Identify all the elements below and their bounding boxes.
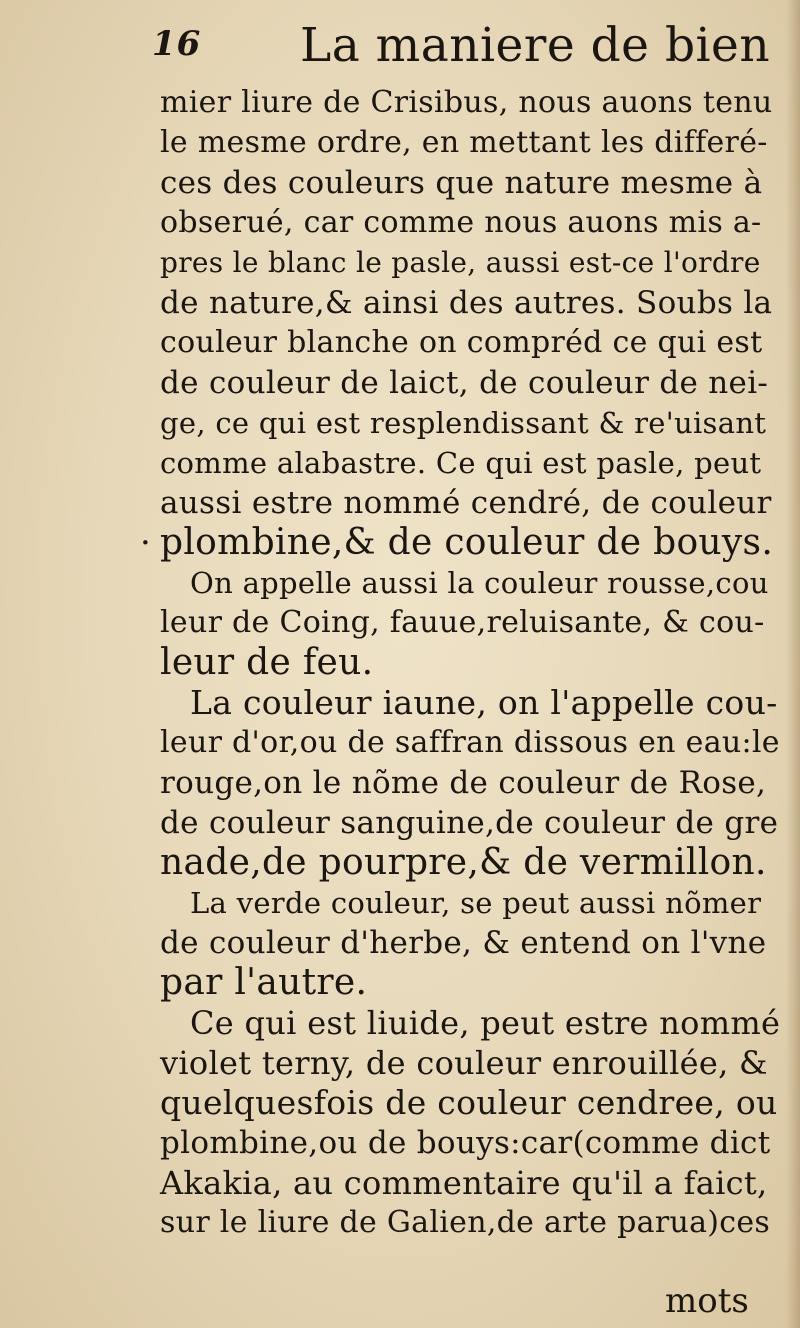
text-line: ces des couleurs que nature mesme à xyxy=(160,165,763,201)
catchword: mots xyxy=(665,1281,749,1321)
text-line: On appelle aussi la couleur rousse,cou xyxy=(190,566,769,600)
text-line: par l'autre. xyxy=(160,962,368,1003)
text-line: plombine,ou de bouys:car(comme dict xyxy=(160,1125,771,1161)
text-line: obserué, car comme nous auons mis a- xyxy=(160,205,762,240)
text-line: rouge,on le nõme de couleur de Rose, xyxy=(160,765,767,801)
text-line: de couleur sanguine,de couleur de gre xyxy=(160,805,779,841)
text-line: plombine,& de couleur de bouys. xyxy=(160,522,774,563)
text-line: Ce qui est liuide, peut estre nommé xyxy=(190,1004,781,1042)
text-line: mier liure de Crisibus, nous auons tenu xyxy=(160,85,773,120)
text-line: leur de Coing, fauue,reluisante, & cou- xyxy=(160,605,765,640)
text-line: La verde couleur, se peut aussi nõmer xyxy=(190,886,762,920)
text-line: ge, ce qui est resplendissant & re'uisant xyxy=(160,406,767,440)
text-line: comme alabastre. Ce qui est pasle, peut xyxy=(160,446,762,480)
text-line: leur de feu. xyxy=(160,642,374,683)
text-line: de couleur d'herbe, & entend on l'vne xyxy=(160,925,767,961)
text-line: de couleur de laict, de couleur de nei- xyxy=(160,365,769,401)
text-line: leur d'or,ou de saffran dissous en eau:le xyxy=(160,725,780,760)
page-header xyxy=(0,14,800,84)
text-line: couleur blanche on compréd ce qui est xyxy=(160,325,763,360)
running-title: La maniere de bien xyxy=(300,18,771,73)
text-line: nade,de pourpre,& de vermillon. xyxy=(160,842,767,883)
text-line: quelquesfois de couleur cendree, ou xyxy=(160,1083,778,1122)
page-number: 16 xyxy=(152,24,202,64)
text-line: violet terny, de couleur enrouillée, & xyxy=(160,1044,768,1082)
text-line: aussi estre nommé cendré, de couleur xyxy=(160,485,772,521)
text-line: le mesme ordre, en mettant les differé- xyxy=(160,125,768,160)
text-line: sur le liure de Galien,de arte parua)ces xyxy=(160,1205,771,1240)
text-line: La couleur iaune, on l'appelle cou- xyxy=(190,683,778,722)
text-line: pres le blanc le pasle, aussi est-ce l'ordre xyxy=(160,246,761,279)
marginal-mark: · xyxy=(140,523,151,563)
page-edge-shadow xyxy=(786,0,800,1328)
text-line: de nature,& ainsi des autres. Soubs la xyxy=(160,285,773,321)
text-line: Akakia, au commentaire qu'il a faict, xyxy=(160,1164,768,1202)
